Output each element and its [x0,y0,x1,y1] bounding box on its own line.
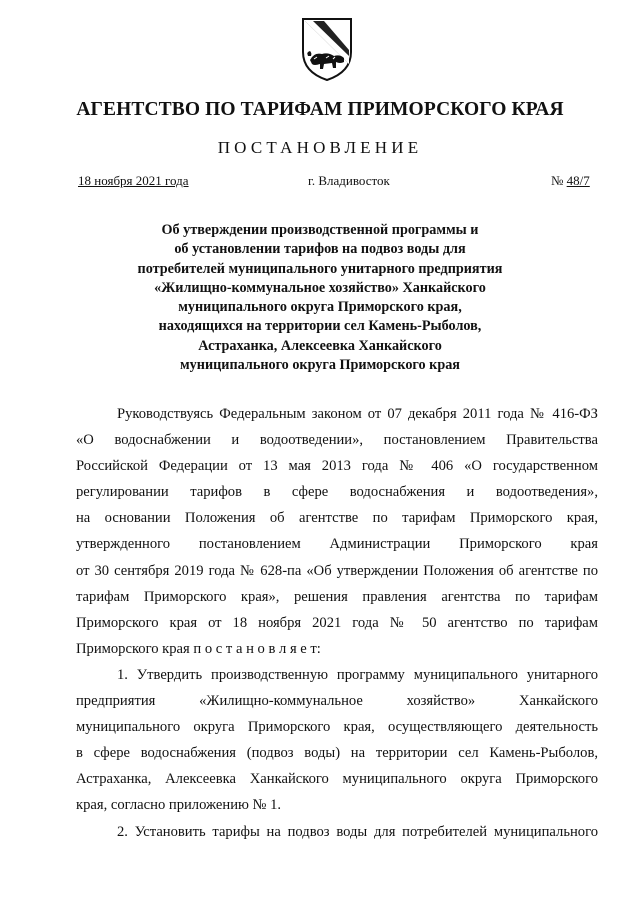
body-line: Руководствуясь Федеральным законом от 07 декабря 2011 года № 416-ФЗ [117,406,598,422]
title-line: Астраханка, Алексеевка Ханкайского [198,337,442,354]
body-line: тарифам Приморского края», решения правления агентства по тарифам [76,588,598,605]
title-line: «Жилищно-коммунальное хозяйство» Ханкайского [154,279,486,296]
title-line: потребителей муниципального унитарного предприятия [137,260,503,277]
paragraph-item-1 [76,662,598,819]
body-line: Приморского края п о с т а н о в л я е т: [76,640,321,657]
title-line: муниципального округа Приморского края [180,357,460,374]
body-line: от 30 сентября 2019 года № 628-па «Об утверждении Положения об агентстве по [76,562,598,579]
title-line: муниципального округа Приморского края, [178,299,462,316]
body-line: Приморского края от 18 ноября 2021 года № 50 агентство по тарифам [76,614,598,631]
document-number-prefix: № [551,173,567,188]
body-line: муниципального округа Приморского края, осуществляющего деятельность [76,719,598,736]
document-body [76,401,598,845]
primorsky-krai-coat-of-arms-icon [300,16,354,82]
body-line: 1. Утвердить производственную программу муниципального унитарного [117,666,598,683]
document-number [551,173,590,189]
body-line: края, согласно приложению № 1. [76,797,282,814]
body-line: 2. Установить тарифы на подвоз воды для потребителей муниципального [117,823,598,840]
document-city: г. Владивосток [308,173,390,188]
document-title [100,221,540,375]
body-line: утвержденного постановлением Администрации Приморского края [76,536,598,553]
body-line: Астраханка, Алексеевка Ханкайского муниципального округа Приморского [76,771,598,788]
body-line: «О водоснабжении и водоотведении», постановлением Правительства [76,432,598,449]
body-line: регулировании тарифов в сфере водоснабжения и водоотведения», [76,484,598,501]
agency-name: АГЕНТСТВО ПО ТАРИФАМ ПРИМОРСКОГО КРАЯ [76,99,564,120]
paragraph-preamble [76,401,598,662]
body-line: Российской Федерации от 13 мая 2013 года № 406 «О государственном [76,458,598,475]
paragraph-item-2 [76,819,598,845]
document-number-value: 48/7 [566,173,590,188]
body-line: в сфере водоснабжения (подвоз воды) на территории сел Камень-Рыболов, [76,745,598,762]
title-line: находящихся на территории сел Камень-Рыболов, [158,318,482,335]
document-date: 18 ноября 2021 года [78,173,189,188]
body-line: предприятия «Жилищно-коммунальное хозяйство» Ханкайского [76,693,598,710]
title-line: Об утверждении производственной программы и [161,222,479,238]
document-type: ПОСТАНОВЛЕНИЕ [217,138,423,157]
title-line: об установлении тарифов на подвоз воды для [174,241,466,258]
body-line: на основании Положения об агентстве по тарифам Приморского края, [76,510,598,527]
